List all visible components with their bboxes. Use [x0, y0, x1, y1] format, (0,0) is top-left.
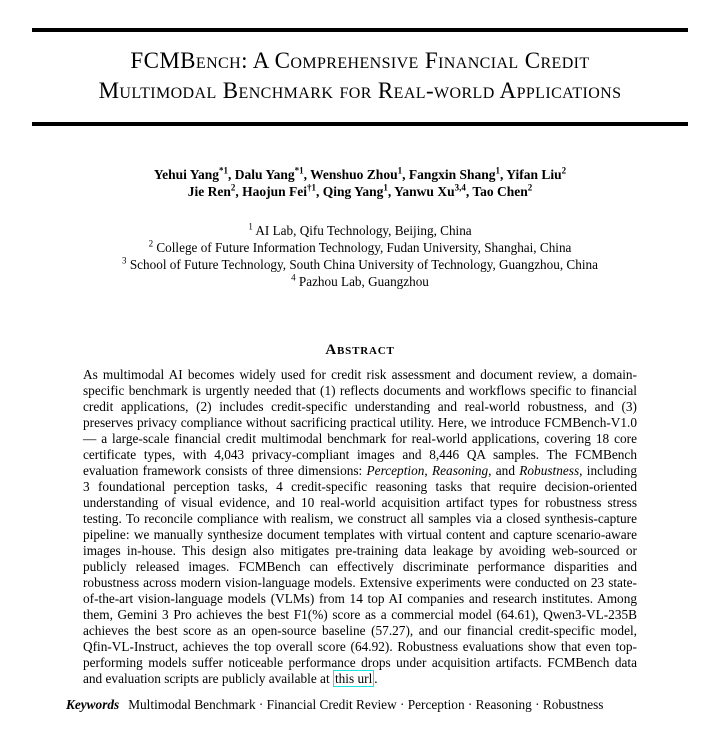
abstract-italic-term: Perception	[366, 463, 425, 478]
paper-title	[0, 46, 720, 106]
authors-line-1: Yehui Yang$^{*1}$, Dalu Yang$^{*1}$, Wenshuo Zhou$^1$, Fangxin Shang$^1$, Yifan Liu$^2$	[153, 165, 567, 182]
author-name: Tao Chen$^2$	[472, 182, 533, 199]
this-url-link[interactable]: this url	[334, 671, 373, 686]
author-name: Haojun Fei$^{\dagger 1}$	[242, 182, 317, 199]
abstract-text	[83, 367, 637, 687]
abstract-segment: .	[374, 671, 378, 686]
author-name: Dalu Yang$^{*1}$	[234, 165, 304, 182]
keywords-list: Multimodal Benchmark · Financial Credit Review · Perception · Reasoning · Robustness	[128, 697, 604, 712]
author-name: Qing Yang$^1$	[322, 182, 388, 199]
affiliation: $^2$ College of Future Information Technology, Fudan University, Shanghai, China	[148, 238, 572, 255]
author-name: Fangxin Shang$^1$	[408, 165, 500, 182]
title-rule-bottom	[32, 122, 688, 126]
affiliations	[0, 222, 720, 290]
title-rule-top	[32, 28, 688, 32]
author-block	[0, 166, 720, 200]
keywords-label: Keywords	[66, 697, 120, 712]
abstract-italic-term: Reasoning	[432, 463, 489, 478]
abstract-segment: ,	[424, 463, 433, 478]
author-name: Jie Ren$^2$	[187, 182, 236, 199]
title-line-2: Multimodal Benchmark for Real-world Applications	[98, 78, 622, 103]
abstract-segment: As multimodal AI becomes widely used for credit risk assessment and document review, a domain-specific benchmark is urgently needed that (1) reflects documents and workflows specific to financial credit applications, (2) includes credit-specific understanding and real-world robustness, and (3) preserves privacy compliance without sacrificing practical utility. Here, we introduce FCMBench-V1.0 — a large-scale financial credit multimodal benchmark for real-world applications, covering 18 core certificate types, with 4,043 privacy-compliant images and 8,446 QA samples. The FCMBench evaluation framework consists of three dimensions:	[83, 367, 637, 478]
authors-line-2: Jie Ren$^2$, Haojun Fei$^{\dagger 1}$, Qing Yang$^1$, Yanwu Xu$^{3,4}$, Tao Chen$^2$	[187, 182, 533, 199]
author-name: Wenshuo Zhou$^1$	[310, 165, 403, 182]
affiliation: $^3$ School of Future Technology, South China University of Technology, Guangzhou, China	[122, 255, 598, 272]
affiliation: $^4$ Pazhou Lab, Guangzhou	[291, 272, 429, 289]
abstract-heading: Abstract	[325, 342, 395, 358]
abstract-segment: , including 3 foundational perception tasks, 4 credit-specific reasoning tasks that require decision-oriented understanding of visual evidence, and 10 real-world acquisition artifact types for robustness stress testing. To reconcile compliance with realism, we construct all samples via a closed synthesis-capture pipeline: we manually synthesize document templates with virtual content and capture scenario-aware images in-house. This design also mitigates pre-training data leakage by avoiding web-sourced or publicly released images. FCMBench can effectively discriminate performance disparities and robustness across modern vision-language models. Extensive experiments were conducted on 23 state-of-the-art vision-language models (VLMs) from 14 top AI companies and research institutes. Among them, Gemini 3 Pro achieves the best F1(%) score as a commercial model (64.61), Qwen3-VL-235B achieves the best score as an open-source baseline (57.27), and our financial credit-specific model, Qfin-VL-Instruct, achieves the top overall score (64.92). Robustness evaluations show that even top-performing models suffer noticeable performance drops under acquisition artifacts. FCMBench data and evaluation scripts are publicly available at	[83, 463, 637, 686]
author-name: Yifan Liu$^2$	[506, 165, 567, 182]
author-name: Yanwu Xu$^{3,4}$	[394, 182, 466, 199]
title-line-1: FCMBench: A Comprehensive Financial Credit	[130, 48, 590, 73]
affiliation: $^1$ AI Lab, Qifu Technology, Beijing, China	[248, 221, 472, 238]
abstract-italic-term: Robustness	[519, 463, 580, 478]
author-name: Yehui Yang$^{*1}$	[153, 165, 228, 182]
keywords-line	[66, 697, 666, 713]
abstract-segment: , and	[488, 463, 520, 478]
